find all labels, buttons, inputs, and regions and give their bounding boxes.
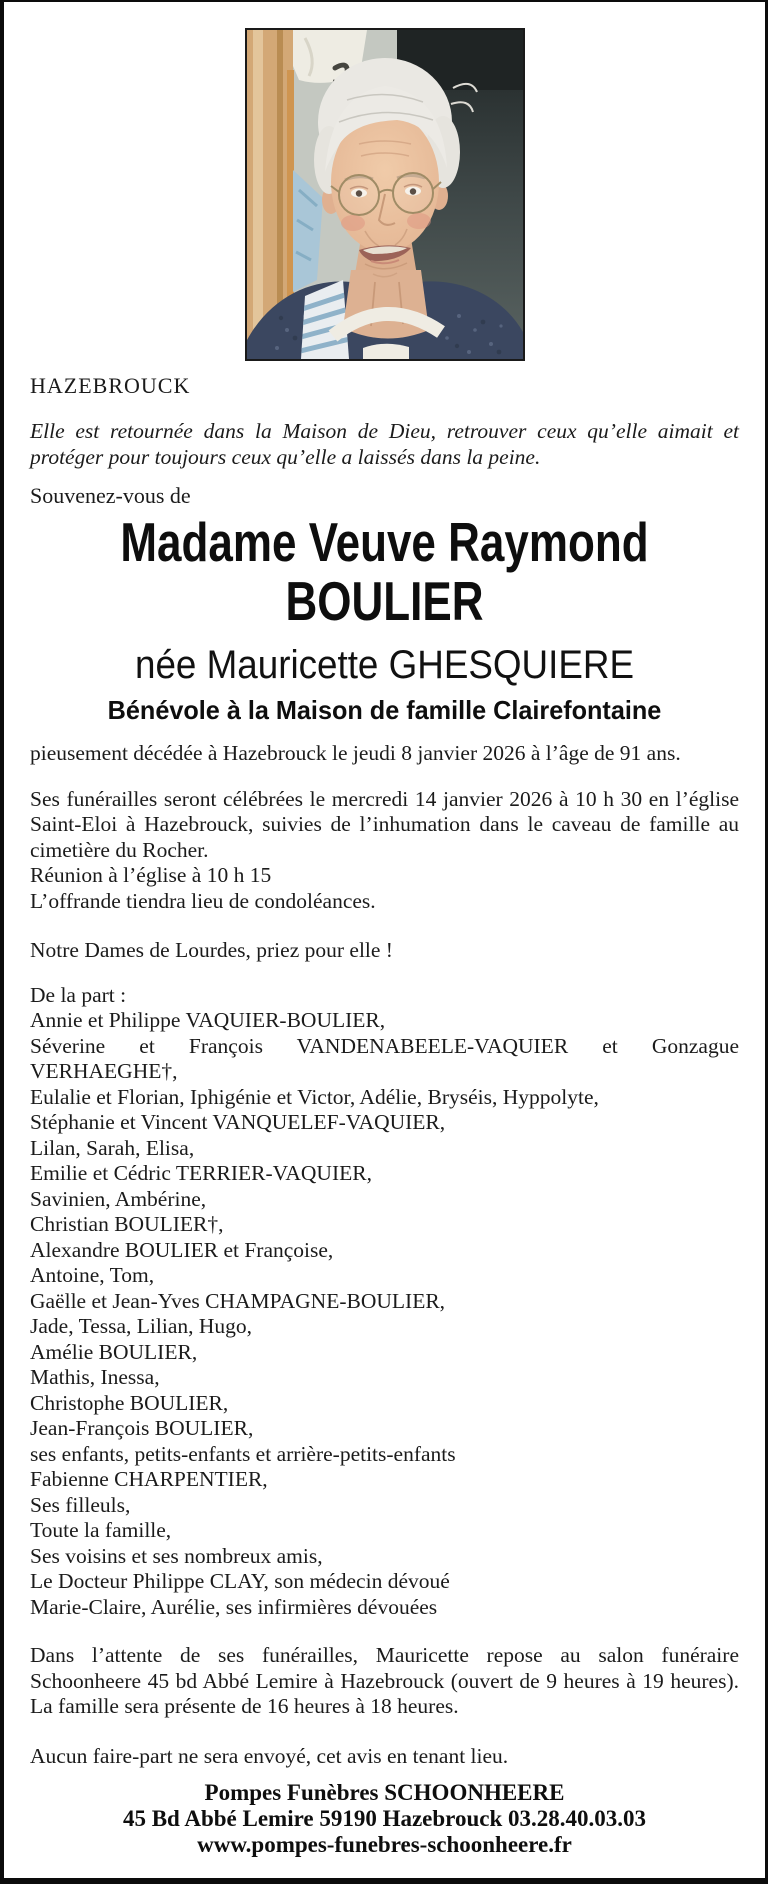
family-line: Annie et Philippe VAQUIER-BOULIER, <box>30 1008 386 1032</box>
deceased-title-line2: BOULIER <box>285 570 484 632</box>
church-meeting-line: Réunion à l’église à 10 h 15 <box>30 863 272 887</box>
prayer-line: Notre Dames de Lourdes, priez pour elle ! <box>30 938 393 962</box>
funeral-home-block <box>30 1780 739 1858</box>
family-line: Ses filleuls, <box>30 1492 131 1517</box>
funeral-home-address: 45 Bd Abbé Lemire 59190 Hazebrouck 03.28.40.03.03 <box>122 1806 647 1831</box>
family-line: Christophe BOULIER, <box>30 1390 229 1415</box>
from-label: De la part : <box>30 982 127 1007</box>
family-line: Toute la famille, <box>30 1518 172 1542</box>
family-line: Jade, Tessa, Lilian, Hugo, <box>30 1314 253 1338</box>
family-line: Jean-François BOULIER, <box>30 1416 254 1440</box>
family-line: Séverine et François VANDENABEELE-VAQUIER et Gonzague VERHAEGHE†, <box>30 1033 739 1083</box>
family-line: Marie-Claire, Aurélie, ses infirmières dévouées <box>30 1594 438 1619</box>
family-line: Gaëlle et Jean-Yves CHAMPAGNE-BOULIER, <box>30 1288 446 1313</box>
portrait-illustration <box>247 30 523 359</box>
portrait-photo <box>245 28 525 361</box>
family-line: Savinien, Ambérine, <box>30 1186 207 1211</box>
family-list <box>30 1008 739 1620</box>
family-line: Fabienne CHARPENTIER, <box>30 1467 268 1491</box>
family-line: Stéphanie et Vincent VANQUELEF-VAQUIER, <box>30 1110 446 1134</box>
family-line: Eulalie et Florian, Iphigénie et Victor, Adélie, Bryséis, Hyppolyte, <box>30 1084 599 1109</box>
maiden-name: née Mauricette GHESQUIERE <box>134 643 635 687</box>
epitaph-text: Elle est retournée dans la Maison de Dieu, retrouver ceux qu’elle aimait et protéger pour toujours ceux qu’elle a laissés dans la peine. <box>30 419 739 469</box>
family-line: Lilan, Sarah, Elisa, <box>30 1135 195 1160</box>
funeral-home-website: www.pompes-funebres-schoonheere.fr <box>197 1832 572 1857</box>
death-notice-paragraph: pieusement décédée à Hazebrouck le jeudi 8 janvier 2026 à l’âge de 91 ans. <box>30 741 681 765</box>
family-line: Emilie et Cédric TERRIER-VAQUIER, <box>30 1161 372 1185</box>
family-line: ses enfants, petits-enfants et arrière-petits-enfants <box>30 1441 456 1466</box>
deceased-title <box>30 513 739 631</box>
family-line: Amélie BOULIER, <box>30 1339 198 1364</box>
no-card-notice: Aucun faire-part ne sera envoyé, cet avis en tenant lieu. <box>30 1743 509 1768</box>
family-line: Alexandre BOULIER et Françoise, <box>30 1237 334 1262</box>
family-line: Le Docteur Philippe CLAY, son médecin dévoué <box>30 1569 450 1593</box>
funeral-home-name: Pompes Funèbres SCHOONHEERE <box>204 1780 565 1805</box>
offering-line: L’offrande tiendra lieu de condoléances. <box>30 888 376 913</box>
location-heading: HAZEBROUCK <box>30 373 191 398</box>
family-line: Christian BOULIER†, <box>30 1212 224 1236</box>
funeral-celebration-paragraph: Ses funérailles seront célébrées le mercredi 14 janvier 2026 à 10 h 30 en l’église Saint-Eloi à Hazebrouck, suivies de l’inhumation dans le caveau de famille au cimetière du Rocher. <box>30 786 739 862</box>
deceased-title-line1: Madame Veuve Raymond <box>120 511 649 573</box>
family-line: Mathis, Inessa, <box>30 1365 160 1389</box>
volunteer-role: Bénévole à la Maison de famille Clairefontaine <box>107 695 662 725</box>
remembrance-intro: Souvenez-vous de <box>30 483 191 508</box>
family-line: Antoine, Tom, <box>30 1263 155 1287</box>
repose-paragraph: Dans l’attente de ses funérailles, Mauricette repose au salon funéraire Schoonheere 45 bd Abbé Lemire à Hazebrouck (ouvert de 9 heures à 19 heures). La famille sera présente de 16 heures à 18 heures. <box>30 1643 739 1718</box>
family-line: Ses voisins et ses nombreux amis, <box>30 1543 323 1568</box>
